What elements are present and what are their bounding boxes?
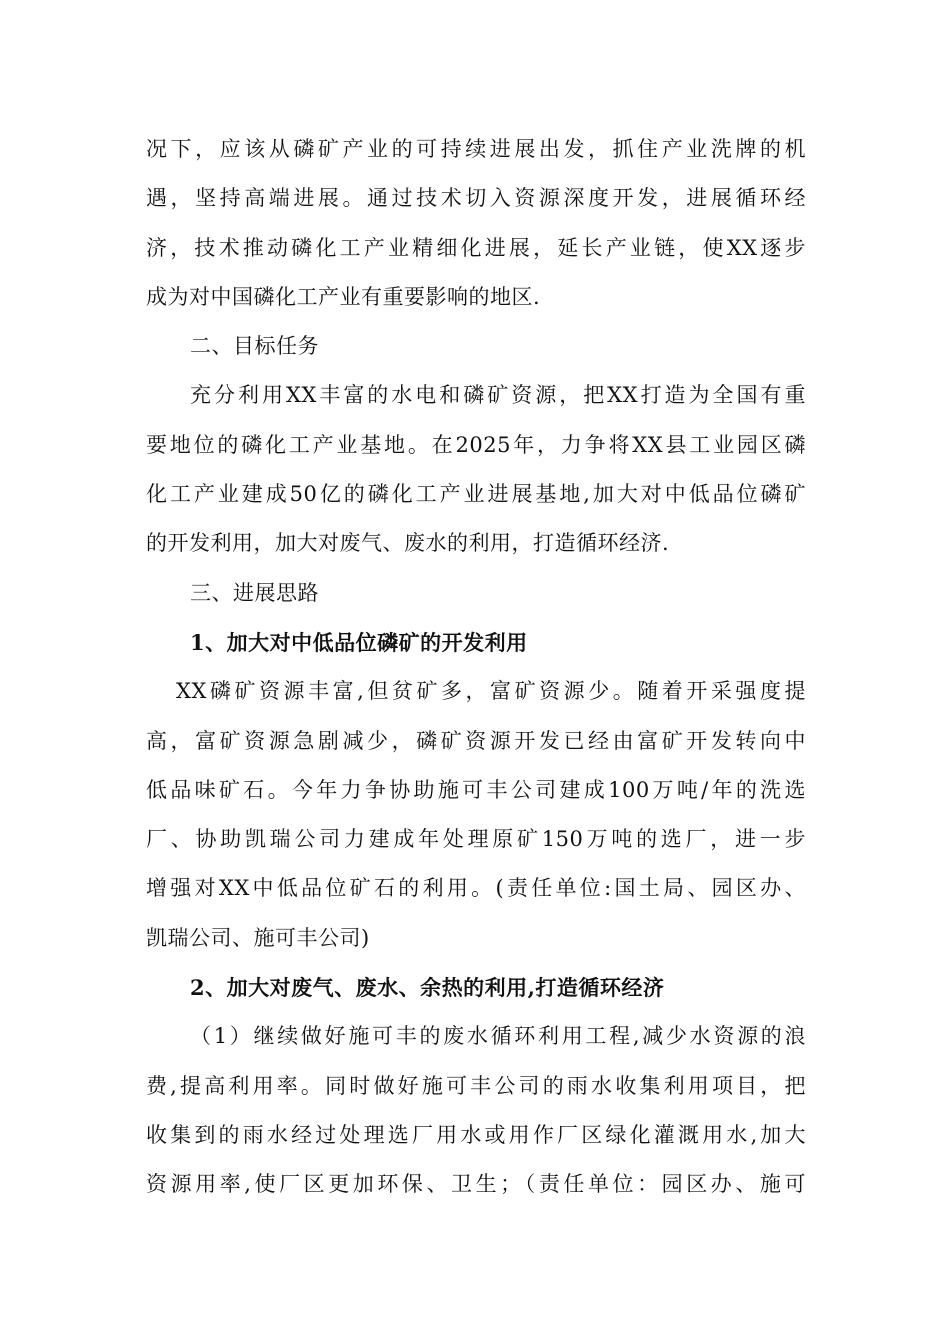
text-line: 费,提高利用率。同时做好施可丰公司的雨水收集利用项目，把 (146, 1073, 806, 1098)
text-line: 高，富矿资源急剧减少，磷矿资源开发已经由富矿开发转向中 (146, 728, 806, 753)
text-line: 低品味矿石。今年力争协助施可丰公司建成100万吨/年的洗选 (146, 777, 806, 802)
text-line: 厂、协助凯瑞公司力建成年处理原矿150万吨的选厂，进一步 (146, 827, 806, 852)
text-line: （1）继续做好施可丰的废水循环利用工程,减少水资源的浪 (190, 1024, 806, 1049)
text-line: 要地位的磷化工产业基地。在2025年，力争将XX县工业园区磷 (146, 432, 806, 457)
text-line: 成为对中国磷化工产业有重要影响的地区. (146, 284, 541, 309)
document-page (146, 125, 806, 1210)
text-line: 济，技术推动磷化工产业精细化进展，延长产业链，使XX逐步 (146, 235, 806, 260)
text-line: 况下，应该从磷矿产业的可持续进展出发，抓住产业洗牌的机 (146, 137, 806, 161)
text-line: 凯瑞公司、施可丰公司) (146, 925, 370, 950)
text-line: 充分利用XX丰富的水电和磷矿资源，把XX打造为全国有重 (190, 383, 806, 408)
text-line: 资源用率,使厂区更加环保、卫生；（责任单位：园区办、施可 (146, 1172, 806, 1197)
subsection-heading: 2、加大对废气、废水、余热的利用,打造循环经济 (190, 975, 665, 1001)
section-heading: 二、目标任务 (190, 334, 319, 359)
text-line: XX磷矿资源丰富,但贫矿多，富矿资源少。随着开采强度提 (176, 679, 806, 704)
text-line: 的开发利用，加大对废气、废水的利用，打造循环经济. (146, 531, 670, 556)
text-line: 增强对XX中低品位矿石的利用。(责任单位:国土局、园区办、 (146, 876, 806, 901)
section-heading: 三、进展思路 (190, 580, 319, 605)
text-line: 收集到的雨水经过处理选厂用水或用作厂区绿化灌溉用水,加大 (146, 1122, 806, 1147)
text-line: 遇，坚持高端进展。通过技术切入资源深度开发，进展循环经 (146, 186, 806, 211)
text-line: 化工产业建成50亿的磷化工产业进展基地,加大对中低品位磷矿 (146, 482, 806, 507)
subsection-heading: 1、加大对中低品位磷矿的开发利用 (190, 629, 528, 655)
